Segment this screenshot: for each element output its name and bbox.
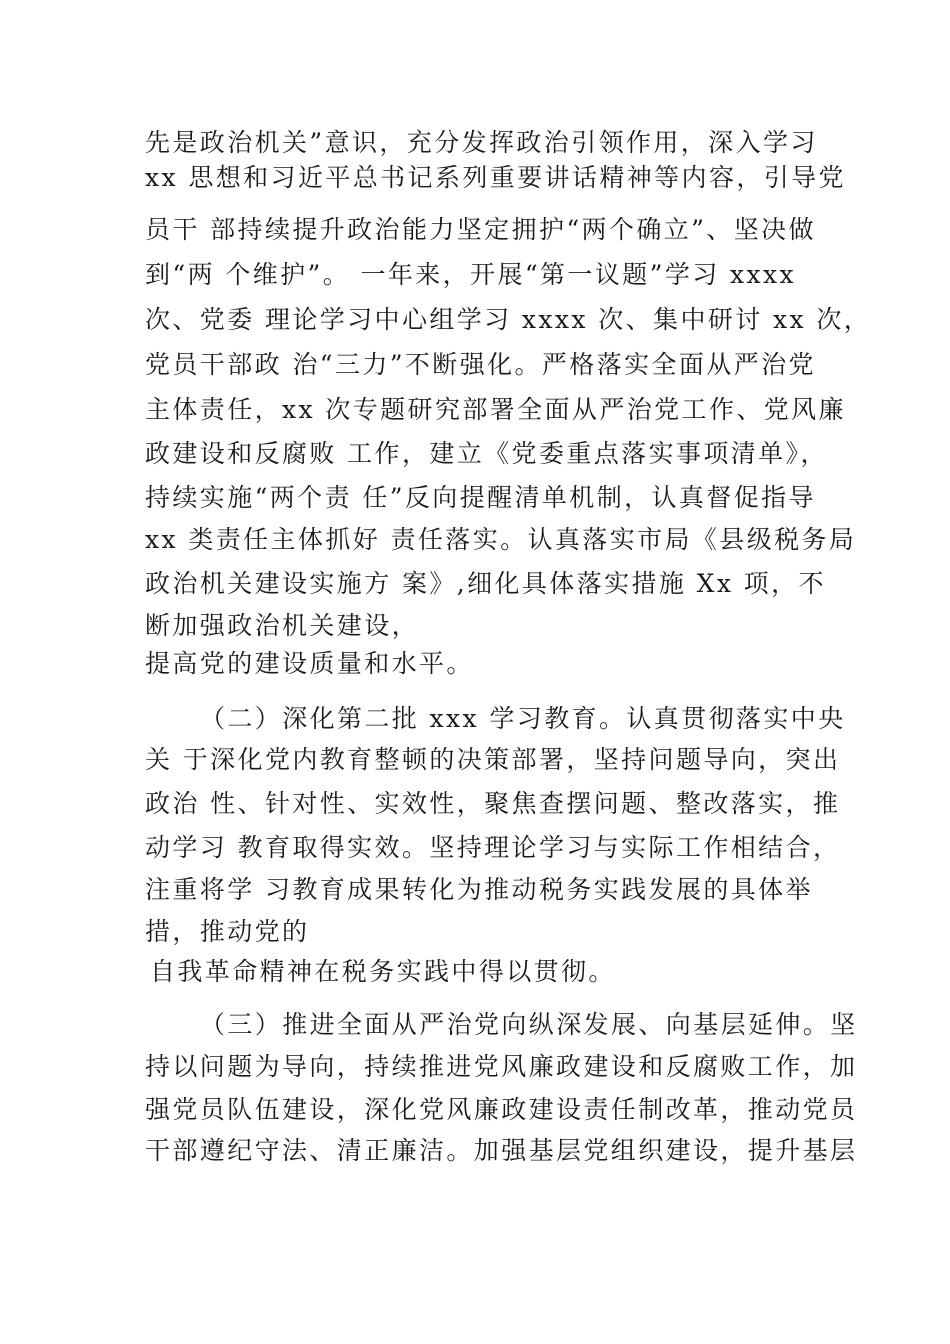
text-line: xx 类责任主体抓好 责任落实。认真落实市局《县级税务局 [145,525,857,554]
text-line: 持续实施“两个责 任”反向提醒清单机制，认真督促指导 [145,483,816,512]
text-line: 政建设和反腐败 工作，建立《党委重点落实事项清单》， [145,439,828,468]
text-line: 次、党委 理论学习中心组学习 xxxx 次、集中研讨 xx 次， [145,305,872,334]
text-line: 提高党的建设质量和水平。 [145,649,474,678]
text-line: 持以问题为导向，持续推进党风廉政建设和反腐败工作，加 [145,1052,858,1081]
text-line: 关 于深化党内教育整顿的决策部署，坚持问题导向，突出 [145,745,841,774]
text-line: 党员干部政 治“三力”不断强化。严格落实全面从严治党 [145,350,816,379]
text-line: 自我革命精神在税务实践中得以贯彻。 [150,957,616,986]
text-line: 断加强政治机关建设， [145,611,420,640]
text-line: xx 思想和习近平总书记系列重要讲话精神等内容，引导党 [145,163,846,192]
text-line: 到“两 个维护”。 一年来，开展“第一议题”学习 xxxx [145,260,796,289]
text-line: 动学习 教育取得实效。坚持理论学习与实际工作相结合， [145,833,841,862]
text-line: 员干 部持续提升政治能力坚定拥护“两个确立”、坚决做 [145,215,816,244]
text-line: 政治 性、针对性、实效性，聚焦查摆问题、整改落实，推 [145,789,841,818]
text-line: 措，推动党的 [145,917,310,946]
text-line: 强党员队伍建设，深化党风廉政建设责任制改革，推动党员 [145,1095,858,1124]
text-line: 主体责任，xx 次专题研究部署全面从严治党工作、党风廉 [145,395,846,424]
text-line: 先是政治机关”意识，充分发挥政治引领作用，深入学习 [145,128,818,157]
text-line: 干部遵纪守法、清正廉洁。加强基层党组织建设，提升基层 [145,1136,858,1165]
paragraph-heading: （三）推进全面从严治党向纵深发展、向基层延伸。坚 [200,1010,858,1039]
text-line: 注重将学 习教育成果转化为推动税务实践发展的具体举 [145,875,813,904]
paragraph-heading: （二）深化第二批 xxx 学习教育。认真贯彻落实中央 [200,704,846,733]
text-line: 政治机关建设实施方 案》,细化具体落实措施 Xx 项，不 [145,569,826,598]
